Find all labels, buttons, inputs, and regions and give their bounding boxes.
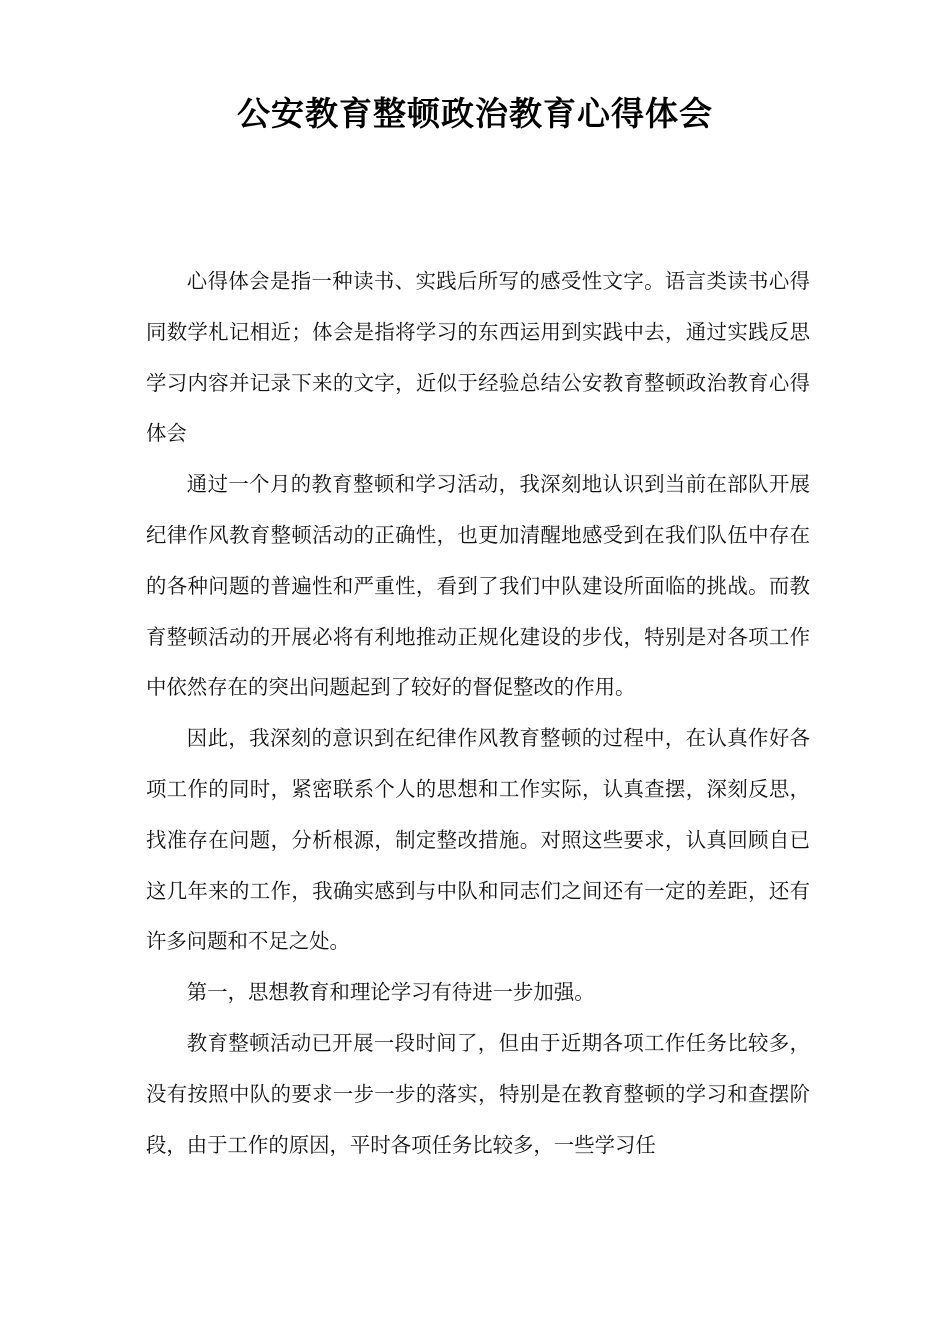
document-title: 公安教育整顿政治教育心得体会 (237, 94, 713, 133)
paragraph: 因此，我深刻的意识到在纪律作风教育整顿的过程中，在认真作好各项工作的同时，紧密联系个人的思想和工作实际，认真查摆，深刻反思，找准存在问题，分析根源，制定整改措施。对照这些要求，认真回顾自已这几年来的工作，我确实感到与中队和同志们之间还有一定的差距，还有许多问题和不足之处。 (146, 726, 810, 954)
document-body (146, 256, 810, 1170)
paragraph: 心得体会是指一种读书、实践后所写的感受性文字。语言类读书心得同数学札记相近；体会是指将学习的东西运用到实践中去，通过实践反思学习内容并记录下来的文字，近似于经验总结公安教育整顿政治教育心得体会 (146, 269, 810, 446)
paragraph: 通过一个月的教育整顿和学习活动，我深刻地认识到当前在部队开展纪律作风教育整顿活动的正确性，也更加清醒地感受到在我们队伍中存在的各种问题的普遍性和严重性，看到了我们中队建设所面临的挑战。而教育整顿活动的开展必将有利地推动正规化建设的步伐，特别是对各项工作中依然存在的突出问题起到了较好的督促整改的作用。 (146, 472, 810, 700)
paragraph: 教育整顿活动已开展一段时间了，但由于近期各项工作任务比较多，没有按照中队的要求一步一步的落实，特别是在教育整顿的学习和查摆阶段，由于工作的原因，平时各项任务比较多，一些学习任 (146, 1030, 810, 1157)
paragraph: 第一，思想教育和理论学习有待进一步加强。 (186, 980, 595, 1005)
